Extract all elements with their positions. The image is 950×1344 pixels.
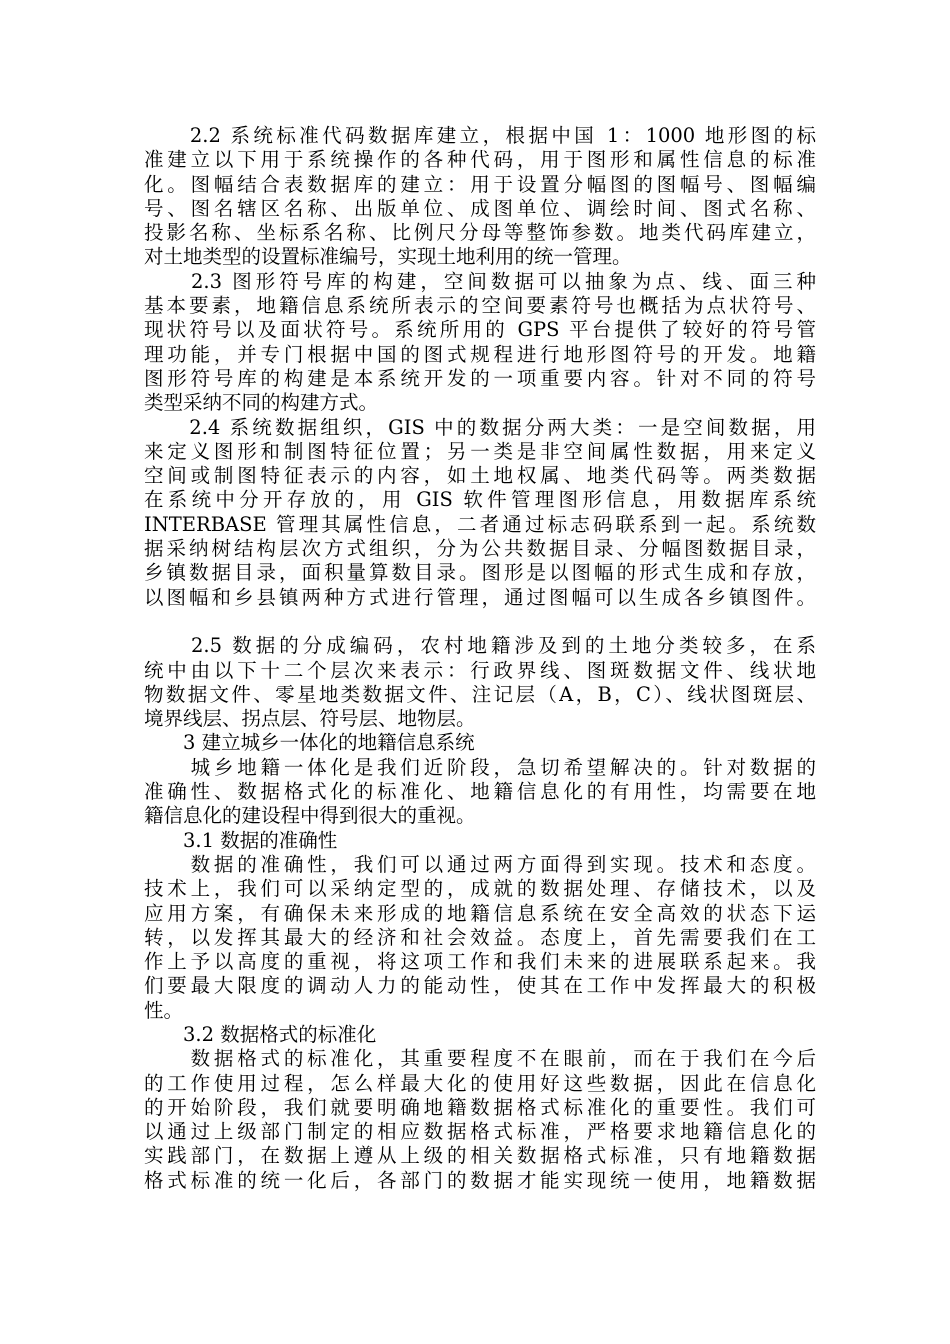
text-line: 现状符号以及面状符号。系统所用的 GPS 平台提供了较好的符号管 [144,318,816,342]
text-line: 境界线层、拐点层、符号层、地物层。 [144,707,476,731]
text-line: 应用方案，有确保未来形成的地籍信息系统在安全高效的状态下运 [144,901,816,925]
text-line: 类型采纳不同的构建方式。 [144,391,379,415]
text-line: 的工作使用过程，怎么样最大化的使用好这些数据，因此在信息化 [144,1071,816,1095]
text-line: 化。图幅结合表数据库的建立：用于设置分幅图的图幅号、图幅编 [144,172,816,196]
text-line: 图形符号库的构建是本系统开发的一项重要内容。针对不同的符号 [144,366,816,390]
text-line: 乡镇数据目录，面积量算数目录。图形是以图幅的形式生成和存放， [144,561,816,585]
text-line: 2.4 系统数据组织，GIS 中的数据分两大类：一是空间数据，用 [144,415,816,439]
text-line: 2.5 数据的分成编码，农村地籍涉及到的土地分类较多，在系 [144,634,816,658]
text-line: INTERBASE 管理其属性信息，二者通过标志码联系到一起。系统数 [144,512,816,536]
text-line: 2.3 图形符号库的构建，空间数据可以抽象为点、线、面三种 [144,269,816,293]
text-line: 据采纳树结构层次方式组织，分为公共数据目录、分幅图数据目录， [144,537,816,561]
text-line: 转，以发挥其最大的经济和社会效益。态度上，首先需要我们在工 [144,925,816,949]
text-line: 基本要素，地籍信息系统所表示的空间要素符号也概括为点状符号、 [144,294,816,318]
document-body [144,124,816,1193]
text-line: 实践部门，在数据上遵从上级的相关数据格式标准，只有地籍数据 [144,1144,816,1168]
text-line: 数据的准确性，我们可以通过两方面得到实现。技术和态度。 [144,852,816,876]
text-line: 物数据文件、零星地类数据文件、注记层（A，B，C）、线状图斑层、 [144,682,816,706]
section-heading: 3.1 数据的准确性 [144,828,338,852]
text-line: 以图幅和乡县镇两种方式进行管理，通过图幅可以生成各乡镇图件。 [144,585,816,609]
text-line: 城乡地籍一体化是我们近阶段，急切希望解决的。针对数据的 [144,755,816,779]
text-line: 空间或制图特征表示的内容，如土地权属、地类代码等。两类数据 [144,464,816,488]
text-line: 来定义图形和制图特征位置；另一类是非空间属性数据，用来定义 [144,439,816,463]
blank-line [144,610,816,634]
text-line: 籍信息化的建设程中得到很大的重视。 [144,804,476,828]
text-line: 在系统中分开存放的，用 GIS 软件管理图形信息，用数据库系统 [144,488,816,512]
text-line: 理功能，并专门根据中国的图式规程进行地形图符号的开发。地籍 [144,342,816,366]
text-line: 性。 [144,998,184,1022]
section-heading: 3.2 数据格式的标准化 [144,1022,377,1046]
text-line: 号、图名辖区名称、出版单位、成图单位、调绘时间、图式名称、 [144,196,816,220]
text-line: 投影名称、坐标系名称、比例尺分母等整饰参数。地类代码库建立， [144,221,816,245]
text-line: 准建立以下用于系统操作的各种代码，用于图形和属性信息的标准 [144,148,816,172]
text-line: 技术上，我们可以采纳定型的，成就的数据处理、存储技术，以及 [144,877,816,901]
text-line: 格式标准的统一化后，各部门的数据才能实现统一使用，地籍数据 [144,1168,816,1192]
text-line: 作上予以高度的重视，将这项工作和我们未来的进展联系起来。我 [144,950,816,974]
text-line: 以通过上级部门制定的相应数据格式标准，严格要求地籍信息化的 [144,1120,816,1144]
text-line: 2.2 系统标准代码数据库建立，根据中国 1：1000 地形图的标 [144,124,816,147]
text-line: 的开始阶段，我们就要明确地籍数据格式标准化的重要性。我们可 [144,1095,816,1119]
section-heading: 3 建立城乡一体化的地籍信息系统 [144,731,475,755]
text-line: 们要最大限度的调动人力的能动性，使其在工作中发挥最大的积极 [144,974,816,998]
text-line: 对土地类型的设置标准编号，实现土地利用的统一管理。 [144,245,632,269]
text-line: 准确性、数据格式化的标准化、地籍信息化的有用性，均需要在地 [144,780,816,804]
text-line: 数据格式的标准化，其重要程度不在眼前，而在于我们在今后 [144,1047,816,1071]
text-line: 统中由以下十二个层次来表示：行政界线、图斑数据文件、线状地 [144,658,816,682]
